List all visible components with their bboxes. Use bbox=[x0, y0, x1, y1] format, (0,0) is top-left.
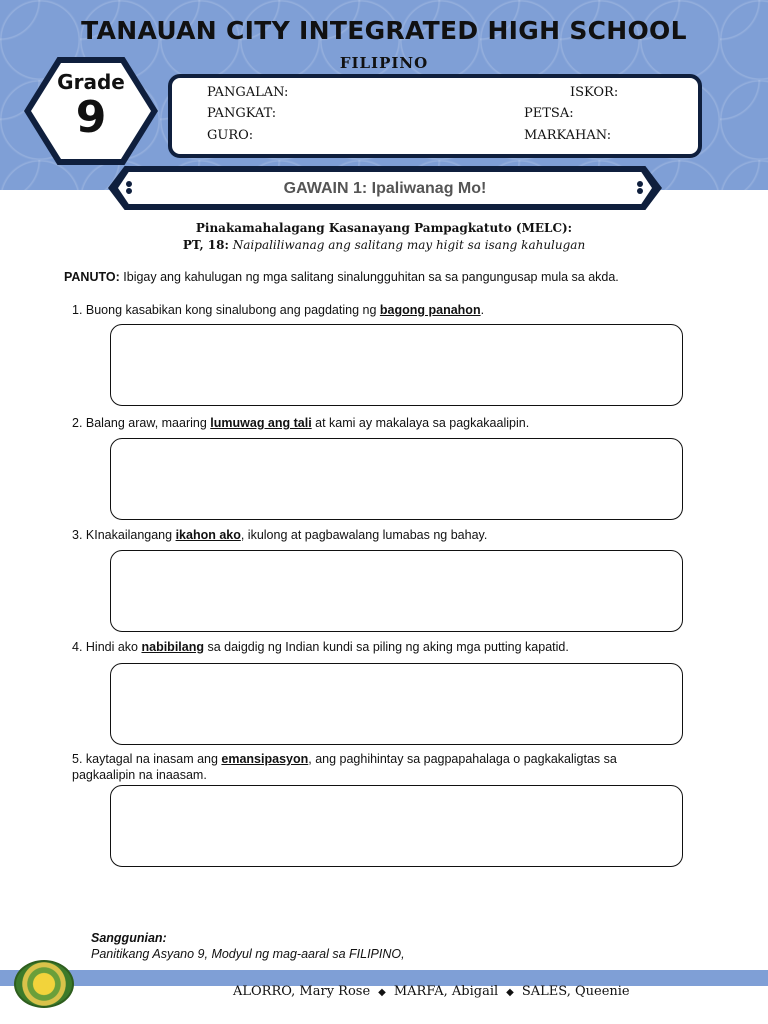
melc-title: Pinakamahalagang Kasanayang Pampagkatuto (MELC): bbox=[195, 221, 573, 235]
school-seal-icon bbox=[14, 960, 74, 1008]
underlined-word: nabibilang bbox=[141, 640, 204, 654]
instructions bbox=[64, 270, 724, 284]
melc-line bbox=[0, 238, 768, 252]
underlined-word: ikahon ako bbox=[175, 528, 241, 542]
diamond-icon: ◆ bbox=[378, 987, 386, 998]
question-item: 3. KInakailangang ikahon ako, ikulong at pagbawalang lumabas ng bahay. bbox=[72, 528, 488, 542]
grade-label: Grade bbox=[57, 70, 125, 94]
authors-line bbox=[233, 984, 663, 999]
section-field[interactable]: PANGKAT: bbox=[207, 106, 277, 121]
instructions-label: PANUTO: bbox=[64, 270, 120, 284]
melc-text: Naipaliliwanag ang salitang may higit sa isang kahulugan bbox=[232, 238, 586, 252]
answer-box[interactable] bbox=[110, 663, 683, 745]
question-item: 1. Buong kasabikan kong sinalubong ang pagdating ng bagong panahon. bbox=[72, 303, 485, 317]
score-field[interactable]: ISKOR: bbox=[570, 85, 619, 100]
school-name: TANAUAN CITY INTEGRATED HIGH SCHOOL bbox=[81, 16, 687, 45]
reference-label: Sanggunian: bbox=[91, 931, 167, 945]
question-item: 5. kaytagal na inasam ang emansipasyon, ang paghihintay sa pagpapahalaga o pagkakaligtas sa pagkaalipin na inaasam. bbox=[72, 752, 617, 782]
instructions-text: Ibigay ang kahulugan ng mga salitang sinalungguhitan sa sa pangungusap mula sa akda. bbox=[123, 270, 619, 284]
answer-box[interactable] bbox=[110, 438, 683, 520]
teacher-field[interactable]: GURO: bbox=[207, 128, 254, 143]
activity-title: GAWAIN 1: Ipaliwanag Mo! bbox=[283, 180, 487, 197]
answer-box[interactable] bbox=[110, 785, 683, 867]
melc-code: PT, 18: bbox=[182, 238, 229, 252]
grade-number: 9 bbox=[75, 92, 107, 143]
diamond-icon: ◆ bbox=[506, 987, 514, 998]
date-field[interactable]: PETSA: bbox=[524, 106, 574, 121]
underlined-word: emansipasyon bbox=[221, 752, 309, 766]
question-item: 4. Hindi ako nabibilang sa daigdig ng Indian kundi sa piling ng aking mga putting kapatid. bbox=[72, 640, 569, 654]
answer-box[interactable] bbox=[110, 324, 683, 406]
author-name: SALES, Queenie bbox=[521, 984, 630, 999]
underlined-word: bagong panahon bbox=[379, 303, 481, 317]
name-field[interactable]: PANGALAN: bbox=[207, 85, 289, 100]
grading-period-field[interactable]: MARKAHAN: bbox=[524, 128, 612, 143]
reference-text: Panitikang Asyano 9, Modyul ng mag-aaral sa FILIPINO, bbox=[91, 947, 405, 961]
answer-box[interactable] bbox=[110, 550, 683, 632]
author-name: MARFA, Abigail bbox=[393, 984, 499, 999]
question-item: 2. Balang araw, maaring lumuwag ang tali at kami ay makalaya sa pagkakaalipin. bbox=[72, 416, 530, 430]
underlined-word: lumuwag ang tali bbox=[210, 416, 312, 430]
author-name: ALORRO, Mary Rose bbox=[233, 984, 371, 999]
subject-title: FILIPINO bbox=[339, 54, 429, 72]
